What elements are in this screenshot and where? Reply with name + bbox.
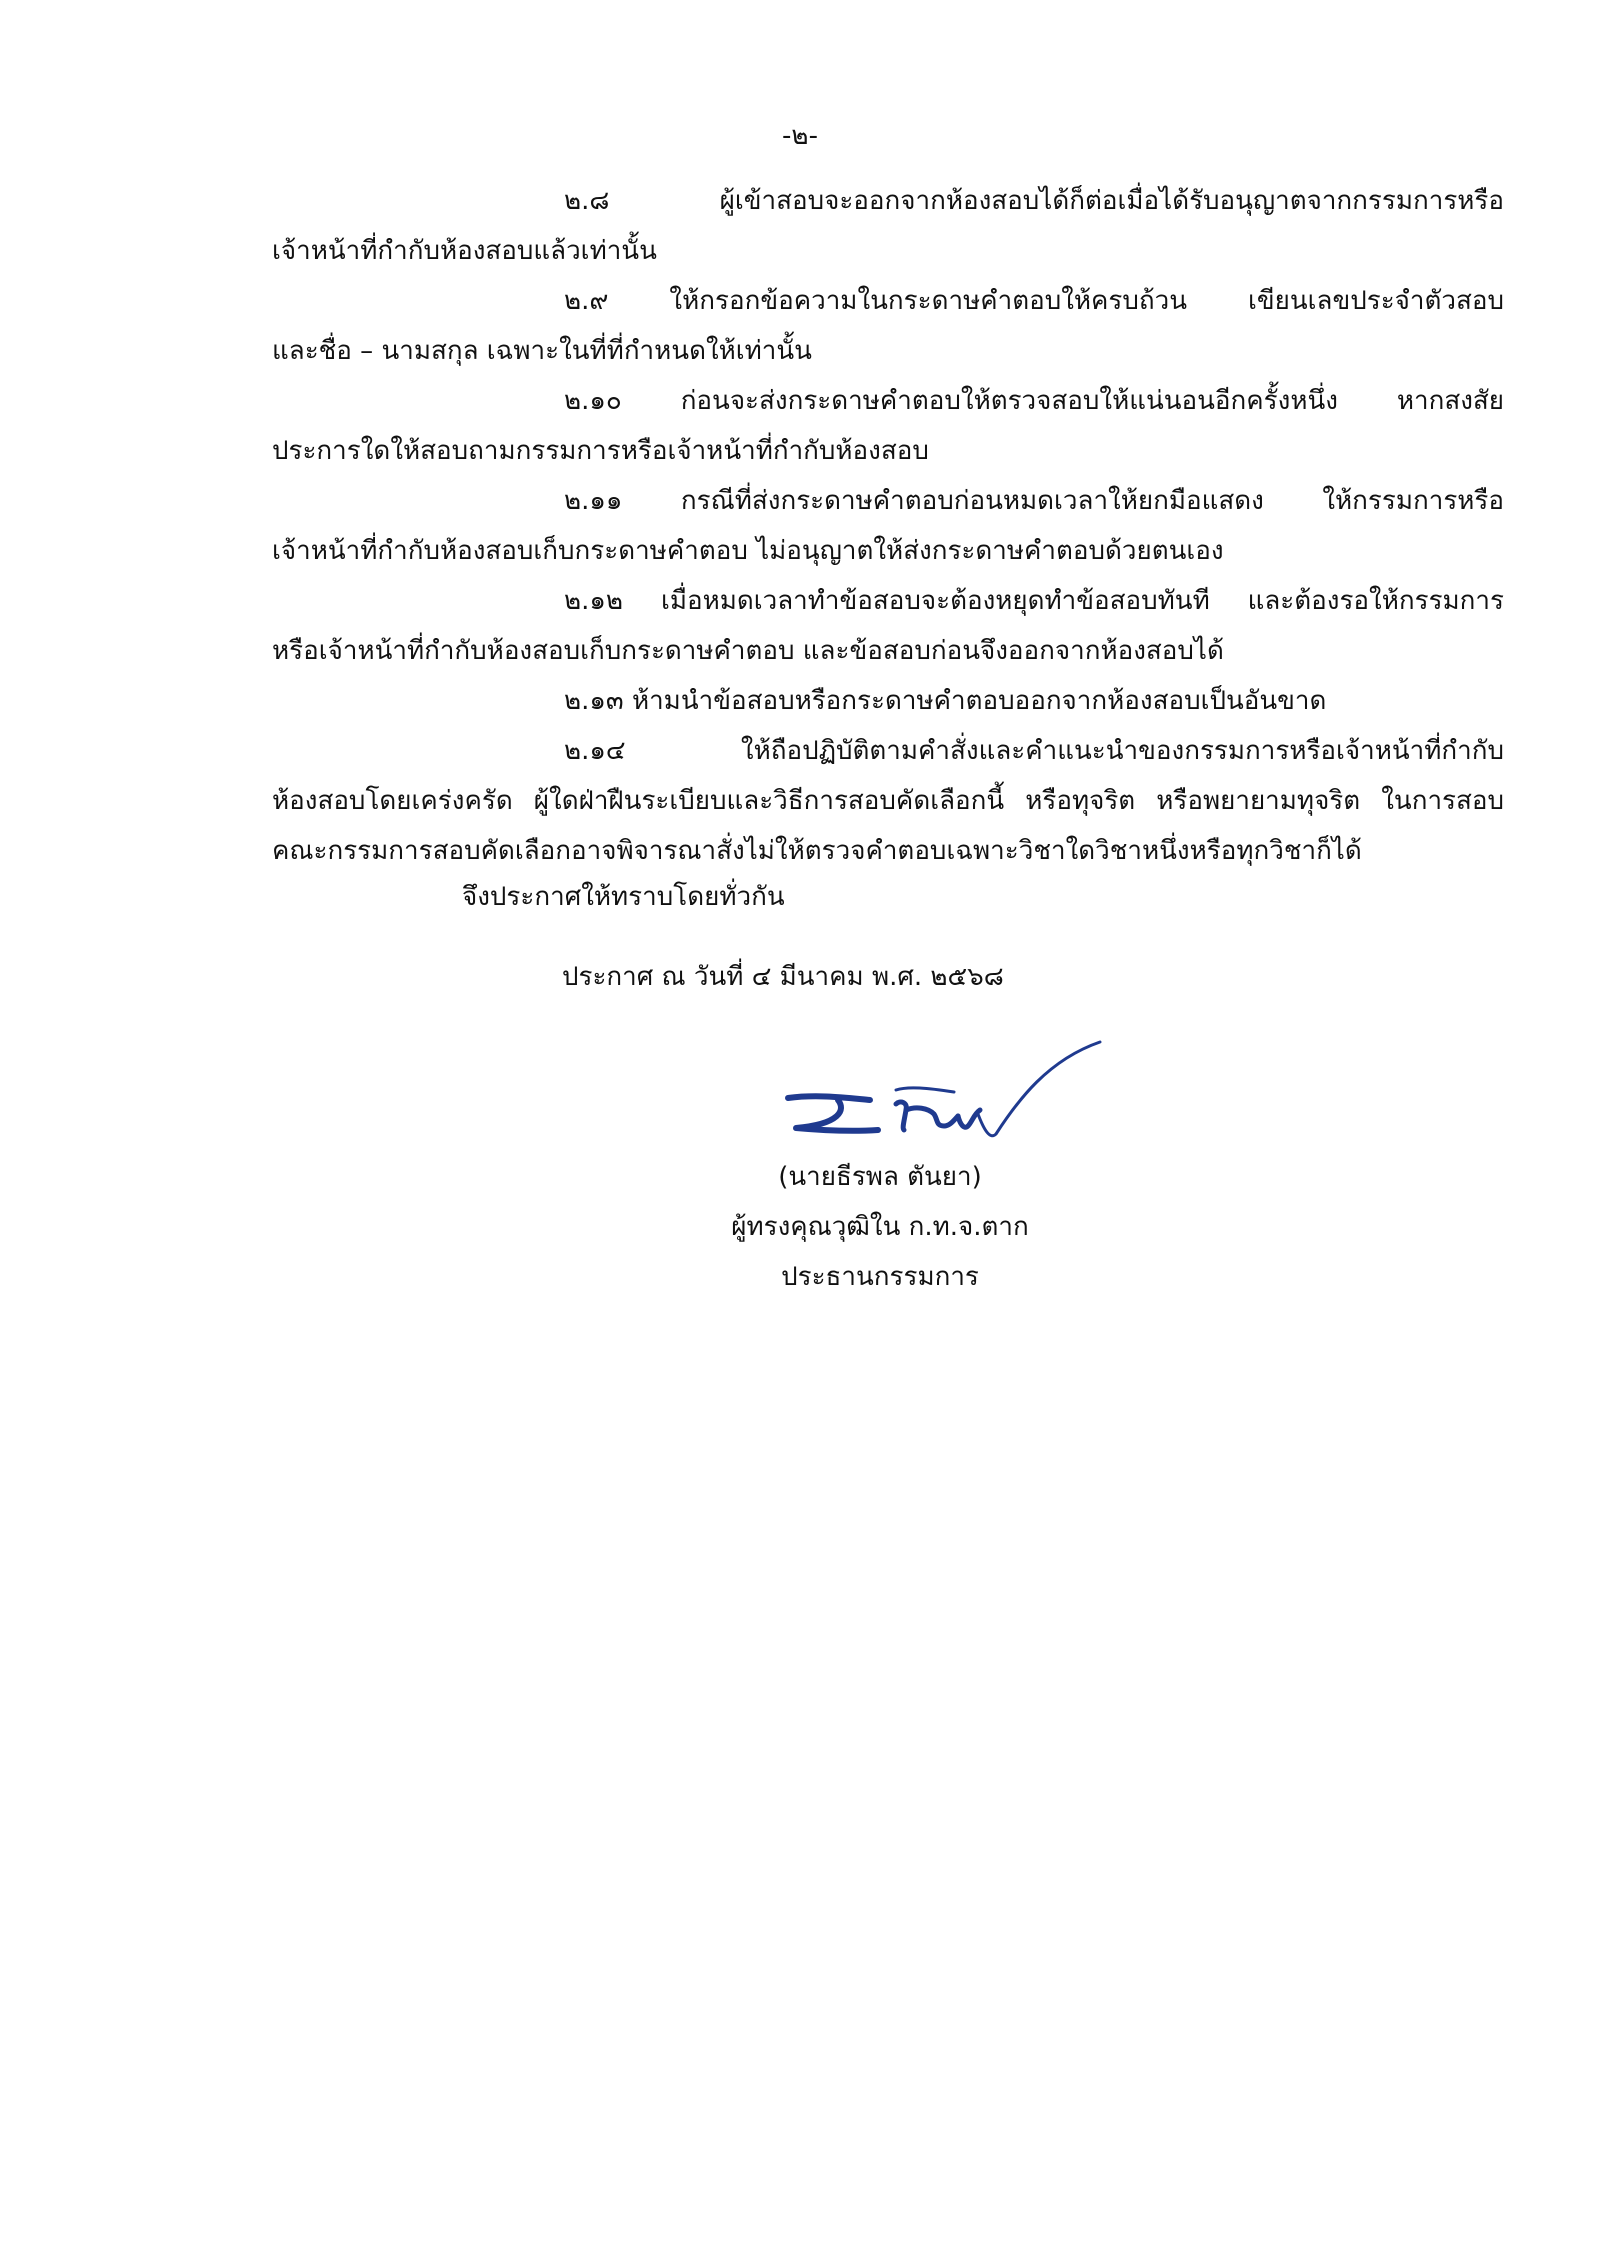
clause-line: ๒.๑๑ กรณีที่ส่งกระดาษคำตอบก่อนหมดเวลาให้ยกมือแสดง ให้กรรมการหรือ (564, 486, 1504, 516)
clause-line: ๒.๑๓ ห้ามนำข้อสอบหรือกระดาษคำตอบออกจากห้องสอบเป็นอันขาด (564, 686, 1327, 716)
clause-line: ๒.๙ ให้กรอกข้อความในกระดาษคำตอบให้ครบถ้วน เขียนเลขประจำตัวสอบ (564, 286, 1504, 316)
handwritten-signature (778, 1030, 1108, 1160)
clause-line: ๒.๑๔ ให้ถือปฏิบัติตามคำสั่งและคำแนะนำของกรรมการหรือเจ้าหน้าที่กำกับ (564, 736, 1504, 766)
clause-2-8 (272, 176, 1504, 276)
closing-statement: จึงประกาศให้ทราบโดยทั่วกัน (462, 882, 785, 912)
clause-2-13 (272, 676, 1504, 726)
clause-line: ๒.๘ ผู้เข้าสอบจะออกจากห้องสอบได้ก็ต่อเมื่อได้รับอนุญาตจากกรรมการหรือ (564, 186, 1504, 216)
clause-2-12 (272, 576, 1504, 676)
clause-line: ห้องสอบโดยเคร่งครัด ผู้ใดฝ่าฝืนระเบียบและวิธีการสอบคัดเลือกนี้ หรือทุจริต หรือพยายามทุจริต ในการสอบ (272, 786, 1504, 816)
clause-line: เจ้าหน้าที่กำกับห้องสอบเก็บกระดาษคำตอบ ไม่อนุญาตให้ส่งกระดาษคำตอบด้วยตนเอง (272, 536, 1224, 566)
clause-2-9 (272, 276, 1504, 376)
clause-2-14 (272, 726, 1504, 876)
clause-2-11 (272, 476, 1504, 576)
clause-line: ประการใดให้สอบถามกรรมการหรือเจ้าหน้าที่กำกับห้องสอบ (272, 436, 929, 466)
signatory-position: ผู้ทรงคุณวุฒิใน ก.ท.จ.ตาก (731, 1212, 1029, 1242)
signatory-name: (นายธีรพล ตันยา) (778, 1162, 982, 1192)
clause-2-10 (272, 376, 1504, 476)
clause-line: คณะกรรมการสอบคัดเลือกอาจพิจารณาสั่งไม่ให้ตรวจคำตอบเฉพาะวิชาใดวิชาหนึ่งหรือทุกวิชาก็ได้ (272, 836, 1362, 866)
signature-block (700, 1152, 1060, 1302)
clause-line: ๒.๑๒ เมื่อหมดเวลาทำข้อสอบจะต้องหยุดทำข้อสอบทันที และต้องรอให้กรรมการ (564, 586, 1504, 616)
clause-line: หรือเจ้าหน้าที่กำกับห้องสอบเก็บกระดาษคำตอบ และข้อสอบก่อนจึงออกจากห้องสอบได้ (272, 636, 1224, 666)
signatory-role: ประธานกรรมการ (781, 1262, 979, 1292)
page-number: -๒- (782, 121, 818, 151)
clause-line: ๒.๑๐ ก่อนจะส่งกระดาษคำตอบให้ตรวจสอบให้แน่นอนอีกครั้งหนึ่ง หากสงสัย (564, 386, 1504, 416)
announcement-date: ประกาศ ณ วันที่ ๔ มีนาคม พ.ศ. ๒๕๖๘ (562, 962, 1004, 992)
clause-line: เจ้าหน้าที่กำกับห้องสอบแล้วเท่านั้น (272, 236, 657, 266)
clause-line: และชื่อ – นามสกุล เฉพาะในที่ที่กำหนดให้เท่านั้น (272, 336, 812, 366)
